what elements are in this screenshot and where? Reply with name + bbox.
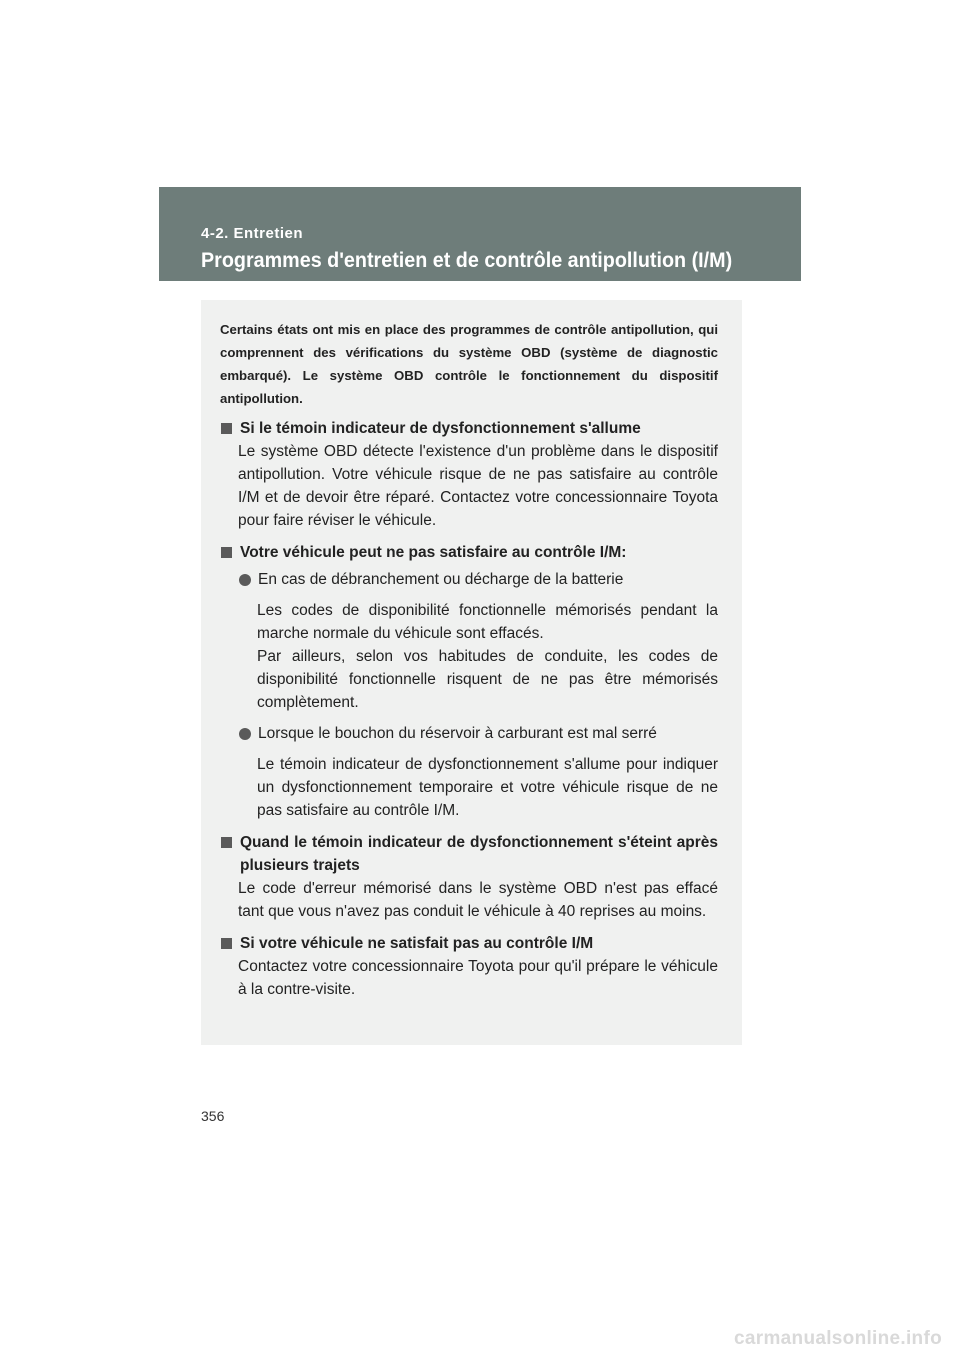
page-title: Programmes d'entretien et de contrôle antipollution (I/M) bbox=[201, 249, 733, 272]
square-bullet-icon bbox=[221, 423, 232, 434]
bullet-item-battery bbox=[238, 568, 718, 591]
section-may-not-pass bbox=[220, 541, 718, 822]
round-bullet-icon bbox=[239, 728, 251, 740]
bullet-detail-line: Les codes de disponibilité fonctionnelle mémorisés pendant la marche normale du véhicule sont effacés. bbox=[257, 602, 718, 642]
section-fails-inspection bbox=[220, 932, 718, 1001]
bullet-label: En cas de débranchement ou décharge de la batterie bbox=[258, 571, 624, 588]
bullet-label: Lorsque le bouchon du réservoir à carburant est mal serré bbox=[258, 725, 657, 742]
section-heading bbox=[220, 831, 718, 877]
section-body: Le système OBD détecte l'existence d'un problème dans le dispositif antipollution. Votre véhicule risque de ne pas satisfaire au contrôle I/M et de devoir être réparé. Contactez votre concessionnaire Toyota pour faire réviser le véhicule. bbox=[238, 443, 718, 529]
section-heading-text: Votre véhicule peut ne pas satisfaire au contrôle I/M: bbox=[240, 544, 627, 561]
section-heading-text: Si le témoin indicateur de dysfonctionnement s'allume bbox=[240, 420, 641, 437]
section-heading bbox=[220, 932, 718, 955]
section-indicator-lights-on bbox=[220, 417, 718, 532]
section-heading bbox=[220, 541, 718, 564]
content-box bbox=[201, 300, 742, 1045]
section-heading bbox=[220, 417, 718, 440]
page-header bbox=[159, 187, 801, 281]
square-bullet-icon bbox=[221, 547, 232, 558]
bullet-detail-line: Par ailleurs, selon vos habitudes de conduite, les codes de disponibilité fonctionnelle risquent de ne pas être mémorisés complètement. bbox=[257, 648, 718, 711]
section-heading-text: Si votre véhicule ne satisfait pas au contrôle I/M bbox=[240, 935, 594, 952]
page-number: 356 bbox=[201, 1108, 225, 1124]
square-bullet-icon bbox=[221, 837, 232, 848]
bullet-detail-line: Le témoin indicateur de dysfonctionnement s'allume pour indiquer un dysfonctionnement temporaire et votre véhicule risque de ne pas satisfaire au contrôle I/M. bbox=[257, 756, 718, 819]
round-bullet-icon bbox=[239, 574, 251, 586]
bullet-detail bbox=[257, 753, 718, 822]
section-heading-text: Quand le témoin indicateur de dysfonctionnement s'éteint après plusieurs trajets bbox=[240, 834, 718, 874]
section-body: Contactez votre concessionnaire Toyota pour qu'il prépare le véhicule à la contre-visite. bbox=[238, 958, 718, 998]
watermark: carmanualsonline.info bbox=[734, 1328, 942, 1349]
intro-paragraph: Certains états ont mis en place des programmes de contrôle antipollution, qui comprennent des vérifications du système OBD (système de diagnostic embarqué). Le système OBD contrôle le fonctionnement du dispositif antipollution. bbox=[220, 322, 718, 406]
bullet-detail bbox=[257, 599, 718, 714]
square-bullet-icon bbox=[221, 938, 232, 949]
section-indicator-goes-off bbox=[220, 831, 718, 923]
bullet-item-fuel-cap bbox=[238, 722, 718, 745]
section-body: Le code d'erreur mémorisé dans le système OBD n'est pas effacé tant que vous n'avez pas conduit le véhicule à 40 reprises au moins. bbox=[238, 880, 718, 920]
section-label: 4-2. Entretien bbox=[201, 225, 304, 242]
